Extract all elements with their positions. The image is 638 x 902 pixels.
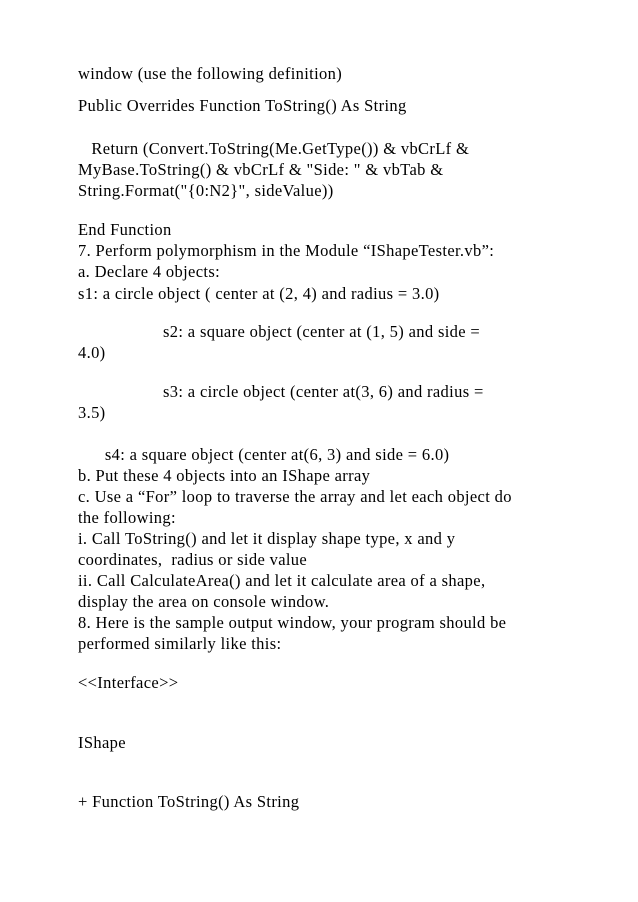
text-line: c. Use a “For” loop to traverse the array and let each object do — [78, 487, 512, 506]
text-line: Public Overrides Function ToString() As String — [78, 96, 407, 115]
text-line: + Function ToString() As String — [78, 792, 300, 811]
text-line: IShape — [78, 733, 126, 752]
text-line: String.Format("{0:N2}", sideValue)) — [78, 181, 334, 200]
text-line: 7. Perform polymorphism in the Module “IShapeTester.vb”: — [78, 241, 495, 260]
text-line: i. Call ToString() and let it display shape type, x and y — [78, 529, 456, 548]
text-line: 3.5) — [78, 403, 106, 422]
text-line: coordinates, radius or side value — [78, 550, 308, 569]
text-line: 4.0) — [78, 343, 106, 362]
text-line: 8. Here is the sample output window, your program should be — [78, 613, 507, 632]
text-line: s2: a square object (center at (1, 5) and side = — [78, 322, 481, 341]
text-line: performed similarly like this: — [78, 634, 282, 653]
text-line: s4: a square object (center at(6, 3) and side = 6.0) — [78, 445, 450, 464]
text-line: ii. Call CalculateArea() and let it calculate area of a shape, — [78, 571, 486, 590]
text-line: <<Interface>> — [78, 673, 179, 692]
text-line: window (use the following definition) — [78, 64, 343, 83]
text-line: a. Declare 4 objects: — [78, 262, 221, 281]
text-line: b. Put these 4 objects into an IShape array — [78, 466, 371, 485]
text-line: s1: a circle object ( center at (2, 4) and radius = 3.0) — [78, 284, 440, 303]
text-line: Return (Convert.ToString(Me.GetType()) & vbCrLf & — [78, 139, 470, 158]
text-line: MyBase.ToString() & vbCrLf & "Side: " & vbTab & — [78, 160, 444, 179]
text-line: s3: a circle object (center at(3, 6) and radius = — [78, 382, 484, 401]
text-line: the following: — [78, 508, 176, 527]
text-line: End Function — [78, 220, 172, 239]
text-line: display the area on console window. — [78, 592, 330, 611]
